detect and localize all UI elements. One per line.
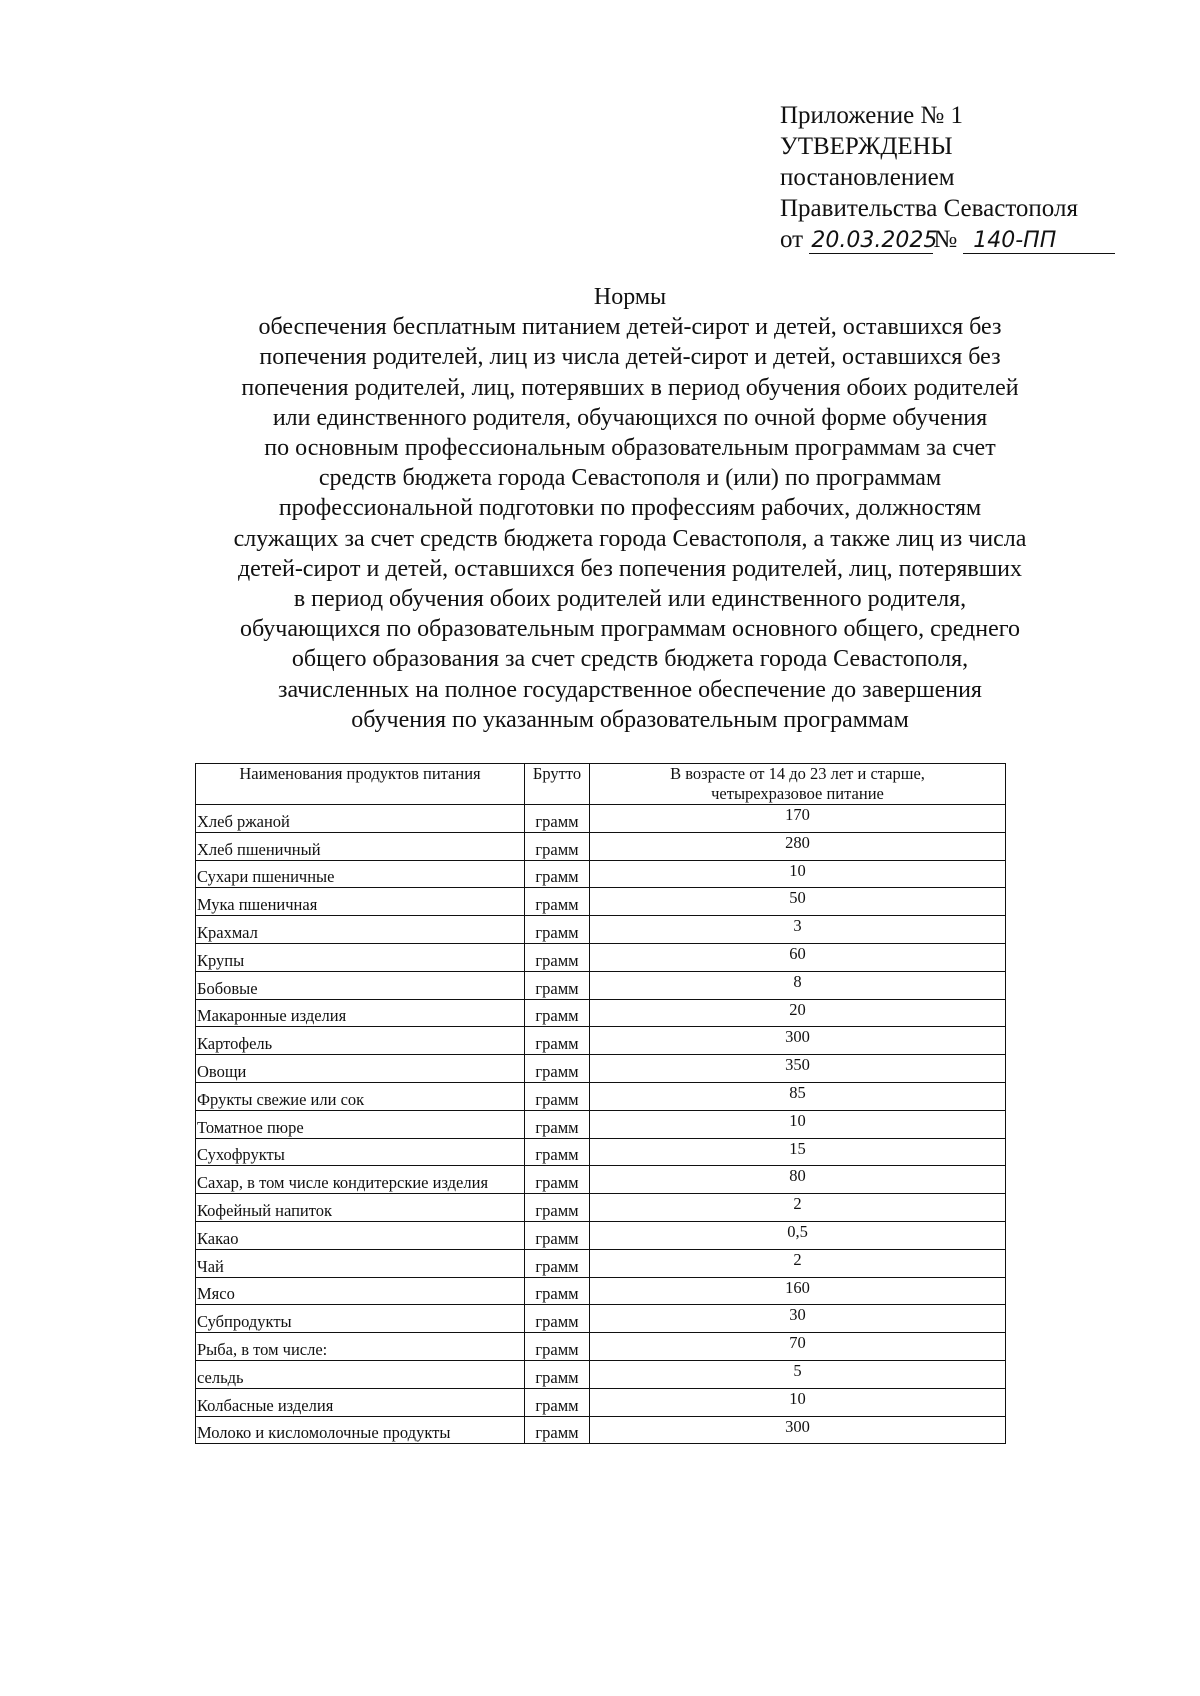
title-line: общего образования за счет средств бюджета города Севастополя, xyxy=(291,646,969,673)
appendix-label: Приложение № 1 xyxy=(780,102,964,129)
unit: грамм xyxy=(525,1305,590,1333)
title-line: обучающихся по образовательным программам основного общего, среднего xyxy=(239,616,1021,643)
table-row xyxy=(196,1249,1006,1277)
number-sign: № xyxy=(933,226,958,253)
unit: грамм xyxy=(525,1082,590,1110)
product-name: Хлеб пшеничный xyxy=(196,832,525,860)
table-row xyxy=(196,1082,1006,1110)
unit: грамм xyxy=(525,1249,590,1277)
unit: грамм xyxy=(525,1055,590,1083)
unit: грамм xyxy=(525,916,590,944)
date-prefix: от xyxy=(780,226,804,253)
title-heading: Нормы xyxy=(593,284,667,310)
title-line: служащих за счет средств бюджета города Севастополя, а также лиц из числа xyxy=(233,525,1027,552)
norm-value: 60 xyxy=(590,943,1006,971)
product-name: Сухофрукты xyxy=(196,1138,525,1166)
unit: грамм xyxy=(525,1388,590,1416)
table-row xyxy=(196,888,1006,916)
product-name: Молоко и кисломолочные продукты xyxy=(196,1416,525,1444)
unit: грамм xyxy=(525,1333,590,1361)
unit: грамм xyxy=(525,1027,590,1055)
unit: грамм xyxy=(525,1360,590,1388)
product-name: Бобовые xyxy=(196,971,525,999)
title-line: детей-сирот и детей, оставшихся без попечения родителей, лиц, потерявших xyxy=(237,555,1023,582)
product-name: Макаронные изделия xyxy=(196,999,525,1027)
norm-value: 5 xyxy=(590,1360,1006,1388)
norm-value: 8 xyxy=(590,971,1006,999)
unit: грамм xyxy=(525,1277,590,1305)
table-row xyxy=(196,943,1006,971)
norm-value: 300 xyxy=(590,1416,1006,1444)
table-row xyxy=(196,1305,1006,1333)
norm-value: 170 xyxy=(590,805,1006,833)
unit: грамм xyxy=(525,999,590,1027)
unit: грамм xyxy=(525,832,590,860)
table-row xyxy=(196,1110,1006,1138)
unit: грамм xyxy=(525,943,590,971)
unit: грамм xyxy=(525,1194,590,1222)
table-row xyxy=(196,1333,1006,1361)
product-name: Мясо xyxy=(196,1277,525,1305)
table-row xyxy=(196,860,1006,888)
unit: грамм xyxy=(525,888,590,916)
norm-value: 80 xyxy=(590,1166,1006,1194)
product-name: Рыба, в том числе: xyxy=(196,1333,525,1361)
product-name: Фрукты свежие или сок xyxy=(196,1082,525,1110)
norm-value: 70 xyxy=(590,1333,1006,1361)
title-line: в период обучения обоих родителей или единственного родителя, xyxy=(293,586,967,613)
unit: грамм xyxy=(525,1416,590,1444)
product-name: Сухари пшеничные xyxy=(196,860,525,888)
product-name: Крупы xyxy=(196,943,525,971)
product-name: Сахар, в том числе кондитерские изделия xyxy=(196,1166,525,1194)
product-name: Картофель xyxy=(196,1027,525,1055)
table-row xyxy=(196,832,1006,860)
norm-value: 10 xyxy=(590,1110,1006,1138)
table-row xyxy=(196,1194,1006,1222)
product-name: Овощи xyxy=(196,1055,525,1083)
table-row xyxy=(196,805,1006,833)
date-number-line xyxy=(780,224,1115,255)
norm-value: 30 xyxy=(590,1305,1006,1333)
unit: грамм xyxy=(525,1110,590,1138)
norm-value: 3 xyxy=(590,916,1006,944)
table-row xyxy=(196,1221,1006,1249)
norm-value: 300 xyxy=(590,1027,1006,1055)
unit: грамм xyxy=(525,1166,590,1194)
norm-value: 20 xyxy=(590,999,1006,1027)
norm-value: 2 xyxy=(590,1194,1006,1222)
product-name: Чай xyxy=(196,1249,525,1277)
header-gross: Брутто xyxy=(525,764,590,805)
norm-value: 350 xyxy=(590,1055,1006,1083)
resolution-label: постановлением xyxy=(780,164,955,191)
norm-value: 85 xyxy=(590,1082,1006,1110)
product-name: Томатное пюре xyxy=(196,1110,525,1138)
food-norms-table xyxy=(195,763,1006,1444)
table-row xyxy=(196,1166,1006,1194)
unit: грамм xyxy=(525,860,590,888)
table-row xyxy=(196,1388,1006,1416)
table-row xyxy=(196,1055,1006,1083)
table-row xyxy=(196,1277,1006,1305)
title-line: зачисленных на полное государственное обеспечение до завершения xyxy=(278,676,982,703)
title-line: попечения родителей, лиц из числа детей-сирот и детей, оставшихся без xyxy=(259,344,1001,371)
approved-label: УТВЕРЖДЕНЫ xyxy=(780,133,953,160)
product-name: сельдь xyxy=(196,1360,525,1388)
unit: грамм xyxy=(525,805,590,833)
product-name: Субпродукты xyxy=(196,1305,525,1333)
table-row xyxy=(196,999,1006,1027)
document-title xyxy=(200,282,1060,735)
norm-value: 280 xyxy=(590,832,1006,860)
title-line: обеспечения бесплатным питанием детей-сирот и детей, оставшихся без xyxy=(258,314,1002,341)
title-line: средств бюджета города Севастополя и (или) по программам xyxy=(318,465,942,492)
title-line: или единственного родителя, обучающихся по очной форме обучения xyxy=(272,404,988,431)
table-row xyxy=(196,1416,1006,1444)
header-age-norm: В возрасте от 14 до 23 лет и старше, четырехразовое питание xyxy=(590,764,1006,805)
norm-value: 10 xyxy=(590,860,1006,888)
unit: грамм xyxy=(525,1138,590,1166)
product-name: Крахмал xyxy=(196,916,525,944)
norm-value: 0,5 xyxy=(590,1221,1006,1249)
government-label: Правительства Севастополя xyxy=(780,195,1078,222)
norm-value: 2 xyxy=(590,1249,1006,1277)
title-line: по основным профессиональным образовательным программам за счет xyxy=(264,435,996,462)
product-name: Какао xyxy=(196,1221,525,1249)
table-row xyxy=(196,916,1006,944)
product-name: Колбасные изделия xyxy=(196,1388,525,1416)
title-line: попечения родителей, лиц, потерявших в период обучения обоих родителей xyxy=(241,374,1019,401)
product-name: Хлеб ржаной xyxy=(196,805,525,833)
table-row xyxy=(196,1138,1006,1166)
product-name: Кофейный напиток xyxy=(196,1194,525,1222)
product-name: Мука пшеничная xyxy=(196,888,525,916)
header-product: Наименования продуктов питания xyxy=(196,764,525,805)
title-body xyxy=(200,312,1060,735)
table-row xyxy=(196,1027,1006,1055)
approval-block xyxy=(780,100,1115,255)
norm-value: 50 xyxy=(590,888,1006,916)
norm-value: 10 xyxy=(590,1388,1006,1416)
unit: грамм xyxy=(525,971,590,999)
unit: грамм xyxy=(525,1221,590,1249)
handwritten-date: 20.03.2025 xyxy=(811,228,938,253)
table-row xyxy=(196,1360,1006,1388)
norm-value: 15 xyxy=(590,1138,1006,1166)
handwritten-number: 140-ПП xyxy=(963,229,1115,254)
title-line: обучения по указанным образовательным программам xyxy=(351,706,909,733)
table-row xyxy=(196,971,1006,999)
title-line: профессиональной подготовки по профессиям рабочих, должностям xyxy=(278,495,982,522)
norm-value: 160 xyxy=(590,1277,1006,1305)
table-header-row xyxy=(196,764,1006,805)
